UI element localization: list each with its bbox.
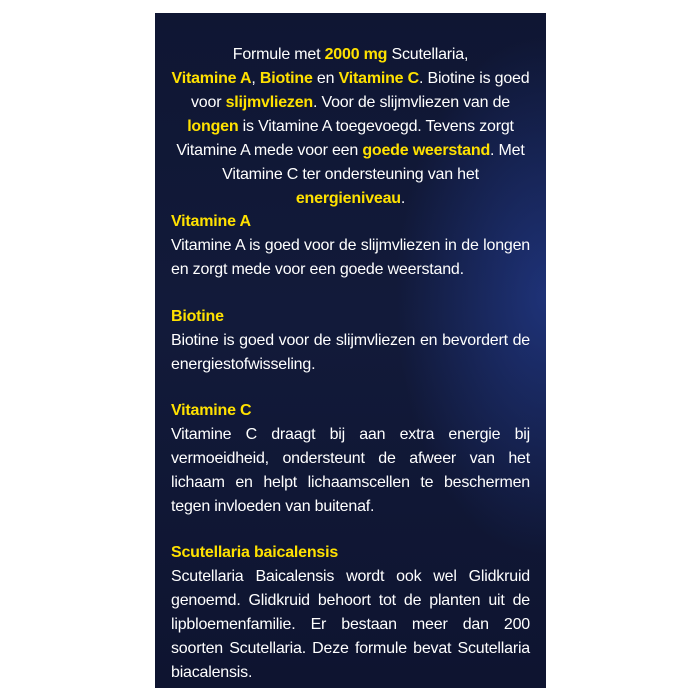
- section-text: Biotine is goed voor de slijmvliezen en bevordert de energiestofwisseling.: [171, 332, 530, 373]
- intro-highlight-vitamine-a: Vitamine A: [171, 70, 252, 87]
- intro-text: is Vitamine A toegevoegd. Tevens zorgt Vitamine A mede voor een: [176, 118, 514, 159]
- section-vitamine-c: [171, 399, 530, 519]
- intro-highlight-weerstand: goede weerstand: [362, 142, 491, 159]
- intro-text: . Met Vitamine C ter ondersteuning van het: [222, 142, 525, 183]
- section-biotine: [171, 305, 530, 377]
- intro-highlight-energieniveau: energieniveau: [295, 190, 401, 207]
- intro-highlight-dose: 2000 mg: [324, 46, 388, 63]
- section-heading: Vitamine A: [171, 213, 251, 230]
- section-text: Vitamine A is goed voor de slijmvliezen in de longen en zorgt mede voor een goede weerstand.: [171, 237, 530, 278]
- section-text: Scutellaria Baicalensis wordt ook wel Glidkruid genoemd. Glidkruid behoort tot de planten uit de lipbloemenfamilie. Er bestaan meer dan 200 soorten Scutellaria. Deze formule bevat Scutellaria biacalensis.: [171, 568, 530, 681]
- intro-highlight-slijmvliezen: slijmvliezen: [225, 94, 313, 111]
- section-heading: Scutellaria baicalensis: [171, 544, 339, 561]
- intro-highlight-longen: longen: [187, 118, 239, 135]
- intro-highlight-vitamine-c: Vitamine C: [338, 70, 419, 87]
- intro-text: .: [400, 190, 406, 207]
- section-vitamine-a: [171, 210, 530, 282]
- intro-text: . Biotine is goed voor: [191, 70, 530, 111]
- section-heading: Vitamine C: [171, 402, 252, 419]
- intro-text: ,: [251, 70, 260, 87]
- info-panel: [155, 13, 546, 688]
- intro-paragraph: [169, 43, 532, 211]
- section-scutellaria: [171, 541, 530, 685]
- intro-text: Scutellaria,: [387, 46, 469, 63]
- intro-text: en: [312, 70, 339, 87]
- intro-text: Formule met: [232, 46, 325, 63]
- section-text: Vitamine C draagt bij aan extra energie bij vermoeidheid, ondersteunt de afweer van het lichaam en helpt lichaamscellen te beschermen tegen invloeden van buitenaf.: [171, 426, 530, 515]
- intro-highlight-biotine: Biotine: [259, 70, 313, 87]
- intro-text: . Voor de slijmvliezen van de: [313, 94, 510, 111]
- section-heading: Biotine: [171, 308, 224, 325]
